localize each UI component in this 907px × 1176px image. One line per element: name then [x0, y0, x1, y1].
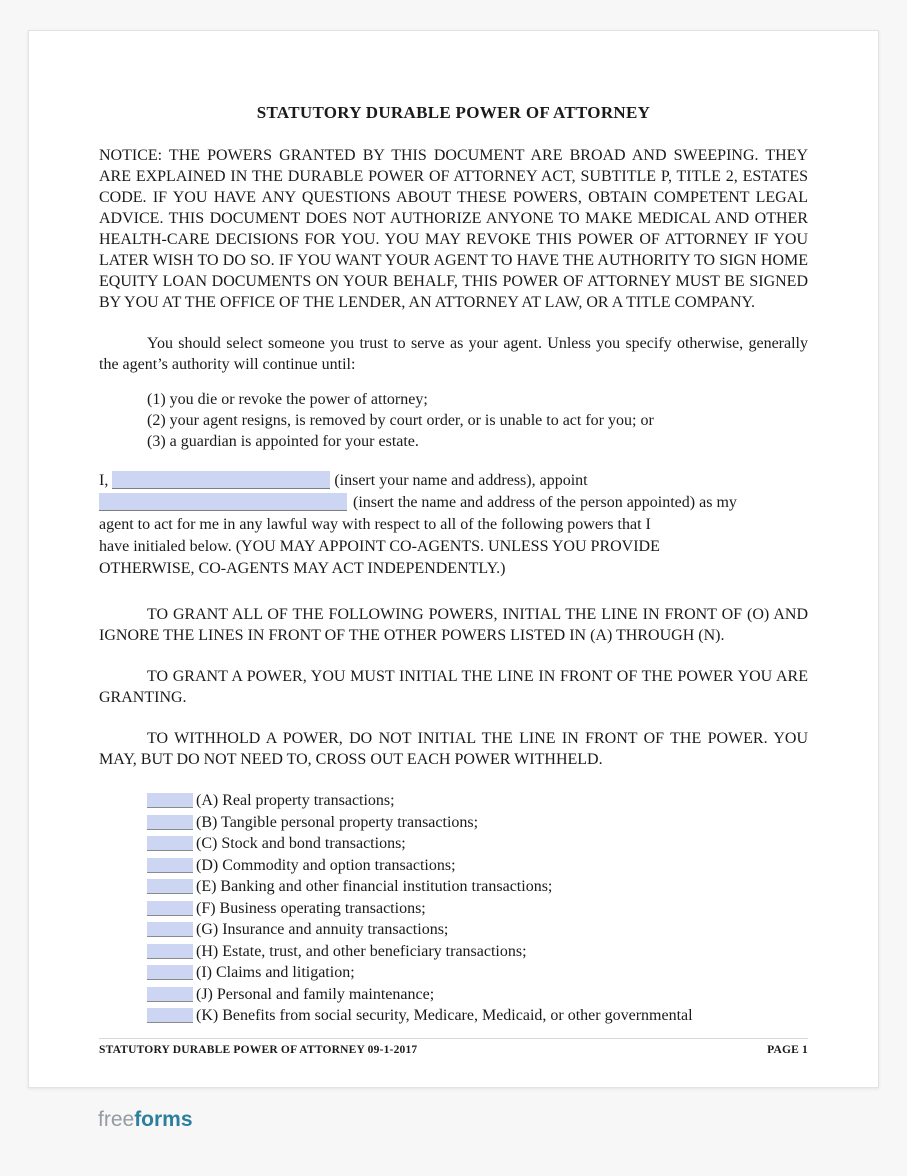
list-item: (2) your agent resigns, is removed by court order, or is unable to act for you; or	[147, 412, 654, 429]
document-page	[28, 30, 879, 1088]
initial-field[interactable]	[147, 965, 193, 980]
logo-forms-text: forms	[134, 1108, 193, 1131]
power-row	[147, 962, 808, 983]
power-row	[147, 812, 808, 833]
power-row	[147, 941, 808, 962]
freeforms-logo	[28, 1108, 879, 1132]
initial-field[interactable]	[147, 836, 193, 851]
power-label: (I) Claims and litigation;	[196, 964, 355, 981]
principal-name-address-field[interactable]	[112, 471, 330, 489]
power-label: (H) Estate, trust, and other beneficiary transactions;	[196, 942, 527, 960]
appointment-paragraph	[99, 470, 808, 580]
power-row	[147, 984, 808, 1005]
appointment-agent-hint: (insert the name and address of the person appointed) as my	[353, 494, 737, 511]
power-row	[147, 876, 808, 897]
grant-power-paragraph: TO GRANT A POWER, YOU MUST INITIAL THE LINE IN FRONT OF THE POWER YOU ARE GRANTING.	[99, 668, 808, 706]
power-label: (F) Business operating transactions;	[196, 899, 426, 917]
grant-all-paragraph: TO GRANT ALL OF THE FOLLOWING POWERS, INITIAL THE LINE IN FRONT OF (O) AND IGNORE THE LINES IN FRONT OF THE OTHER POWERS LISTED IN (A) THROUGH (N).	[99, 606, 808, 644]
power-label: (K) Benefits from social security, Medicare, Medicaid, or other governmental	[196, 1007, 693, 1024]
footer-document-title: STATUTORY DURABLE POWER OF ATTORNEY 09-1-2017	[99, 1044, 418, 1056]
power-label: (C) Stock and bond transactions;	[196, 835, 406, 852]
power-row	[147, 790, 808, 811]
initial-field[interactable]	[147, 793, 193, 808]
agent-name-address-field[interactable]	[99, 493, 347, 511]
power-label: (G) Insurance and annuity transactions;	[196, 921, 449, 938]
footer-page-number: PAGE 1	[767, 1044, 808, 1056]
power-row	[147, 833, 808, 854]
agent-selection-paragraph: You should select someone you trust to serve as your agent. Unless you specify otherwise, generally the agent’s authority will continue until:	[99, 335, 808, 373]
logo-free-text: free	[98, 1108, 135, 1131]
initial-field[interactable]	[147, 987, 193, 1002]
initial-field[interactable]	[147, 1008, 193, 1023]
authority-until-list	[147, 389, 808, 452]
notice-paragraph: NOTICE: THE POWERS GRANTED BY THIS DOCUMENT ARE BROAD AND SWEEPING. THEY ARE EXPLAINED IN THE DURABLE POWER OF ATTORNEY ACT, SUBTITLE P, TITLE 2, ESTATES CODE. IF YOU HAVE ANY QUESTIONS ABOUT THESE POWERS, OBTAIN COMPETENT LEGAL ADVICE. THIS DOCUMENT DOES NOT AUTHORIZE ANYONE TO MAKE MEDICAL AND OTHER HEALTH-CARE DECISIONS FOR YOU. YOU MAY REVOKE THIS POWER OF ATTORNEY IF YOU LATER WISH TO DO SO. IF YOU WANT YOUR AGENT TO HAVE THE AUTHORITY TO SIGN HOME EQUITY LOAN DOCUMENTS ON YOUR BEHALF, THIS POWER OF ATTORNEY MUST BE SIGNED BY YOU AT THE OFFICE OF THE LENDER, AN ATTORNEY AT LAW, OR A TITLE COMPANY.	[99, 147, 808, 311]
power-row	[147, 898, 808, 919]
power-row	[147, 919, 808, 940]
powers-list	[147, 790, 808, 1026]
power-row	[147, 1005, 808, 1026]
initial-field[interactable]	[147, 858, 193, 873]
list-item: (1) you die or revoke the power of attorney;	[147, 391, 428, 408]
power-label: (J) Personal and family maintenance;	[196, 985, 435, 1003]
appointment-text-line: agent to act for me in any lawful way with respect to all of the following powers that I	[99, 516, 651, 533]
withhold-power-paragraph: TO WITHHOLD A POWER, DO NOT INITIAL THE LINE IN FRONT OF THE POWER. YOU MAY, BUT DO NOT NEED TO, CROSS OUT EACH POWER WITHHELD.	[99, 730, 808, 768]
power-label: (D) Commodity and option transactions;	[196, 856, 456, 874]
initial-field[interactable]	[147, 815, 193, 830]
power-label: (B) Tangible personal property transactions;	[196, 813, 479, 831]
power-row	[147, 855, 808, 876]
initial-field[interactable]	[147, 922, 193, 937]
power-label: (A) Real property transactions;	[196, 792, 395, 809]
appointment-name-hint: (insert your name and address), appoint	[334, 472, 588, 489]
page-footer	[99, 1038, 808, 1056]
initial-field[interactable]	[147, 901, 193, 916]
list-item: (3) a guardian is appointed for your estate.	[147, 433, 419, 450]
initial-field[interactable]	[147, 944, 193, 959]
document-title: STATUTORY DURABLE POWER OF ATTORNEY	[256, 103, 651, 122]
appointment-prefix: I,	[99, 472, 109, 489]
appointment-text-line: have initialed below. (YOU MAY APPOINT CO-AGENTS. UNLESS YOU PROVIDE	[99, 538, 660, 555]
power-label: (E) Banking and other financial institution transactions;	[196, 878, 553, 895]
initial-field[interactable]	[147, 879, 193, 894]
appointment-text-line: OTHERWISE, CO-AGENTS MAY ACT INDEPENDENTLY.)	[99, 560, 506, 577]
